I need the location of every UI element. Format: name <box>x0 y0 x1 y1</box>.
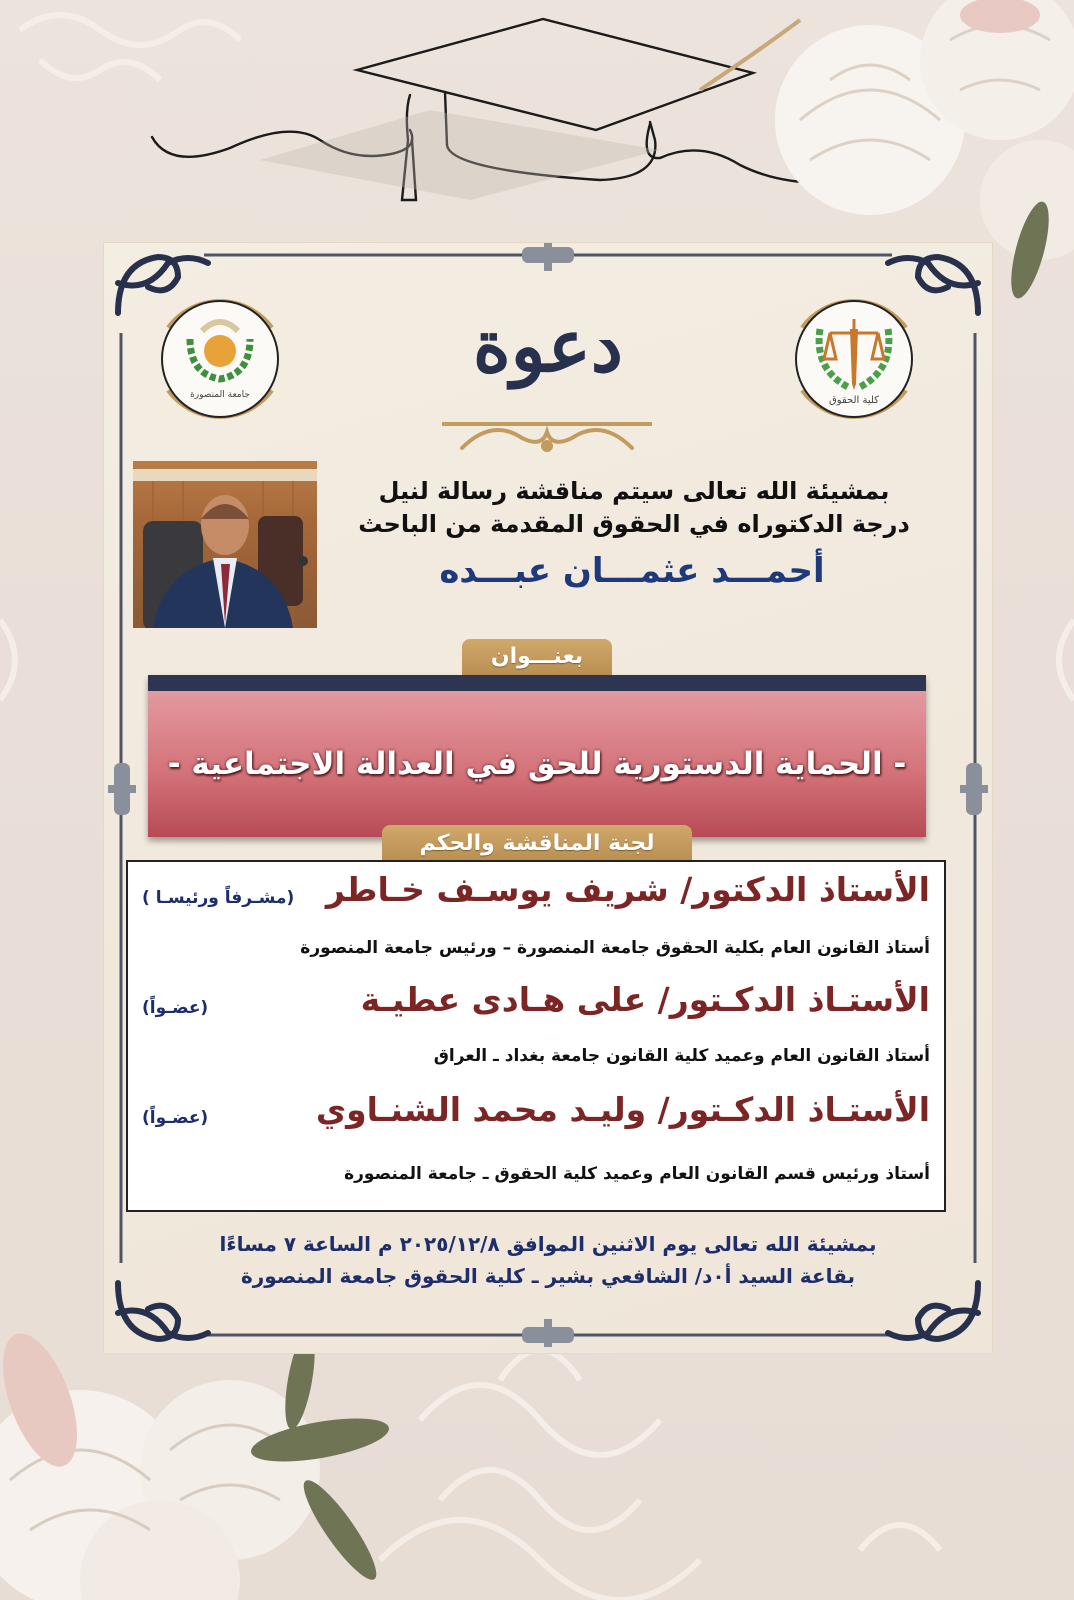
logo-text-mansoura: جامعة المنصورة <box>190 390 250 400</box>
invitation-card <box>104 243 992 1353</box>
intro-line: بمشيئة الله تعالى سيتم مناقشة رسالة لنيل <box>378 477 890 505</box>
event-details <box>184 1228 912 1292</box>
gold-flourish-icon <box>442 418 652 454</box>
researcher-photo <box>133 461 317 628</box>
member-description: أستاذ القانون العام بكلية الحقوق جامعة المنصورة – ورئيس جامعة المنصورة <box>300 938 930 958</box>
member-name: الأستـاذ الدكـتور/ على هـادى عطيـة <box>360 980 930 1019</box>
member-name: الأستاذ الدكتور/ شريف يوسـف خـاطر <box>325 870 930 909</box>
committee-tag: لجنة المناقشة والحكم <box>382 825 692 861</box>
member-description: أستاذ ورئيس قسم القانون العام وعميد كلية الحقوق ـ جامعة المنصورة <box>344 1164 930 1184</box>
member-name: الأستـاذ الدكـتور/ وليـد محمد الشنـاوي <box>315 1090 930 1129</box>
member-role: (عضـواً) <box>142 998 209 1018</box>
thesis-title: - الحماية الدستورية للحق في العدالة الاجتماعية - <box>167 746 907 782</box>
intro-line: درجة الدكتوراه في الحقوق المقدمة من الباحث <box>358 510 910 538</box>
event-venue: بقاعة السيد أ٠د/ الشافعي بشير ـ كلية الحقوق جامعة المنصورة <box>240 1264 855 1288</box>
member-description: أستاذ القانون العام وعميد كلية القانون جامعة بغداد ـ العراق <box>433 1046 930 1066</box>
title-tag: بعنـــوان <box>462 639 612 675</box>
member-role: (عضـواً) <box>142 1108 209 1128</box>
cap-shadow <box>260 110 660 200</box>
researcher-name: أحمـــد عثمـــان عبـــده <box>439 551 825 591</box>
member-role: (مشـرفاً ورئيسـا ) <box>142 888 295 908</box>
invitation-heading: دعوة <box>473 303 623 388</box>
intro-text <box>334 475 934 541</box>
event-date-time: بمشيئة الله تعالى يوم الاثنين الموافق ٢٠٢٥/١٢/٨ م الساعة ٧ مساءًا <box>219 1232 877 1256</box>
flower-bottom-left-icon <box>0 1324 392 1600</box>
committee-box <box>126 860 946 1212</box>
logo-text-law: كلية الحقوق <box>829 395 879 406</box>
graduation-cap-icon <box>152 19 920 200</box>
thesis-title-banner <box>148 675 926 837</box>
